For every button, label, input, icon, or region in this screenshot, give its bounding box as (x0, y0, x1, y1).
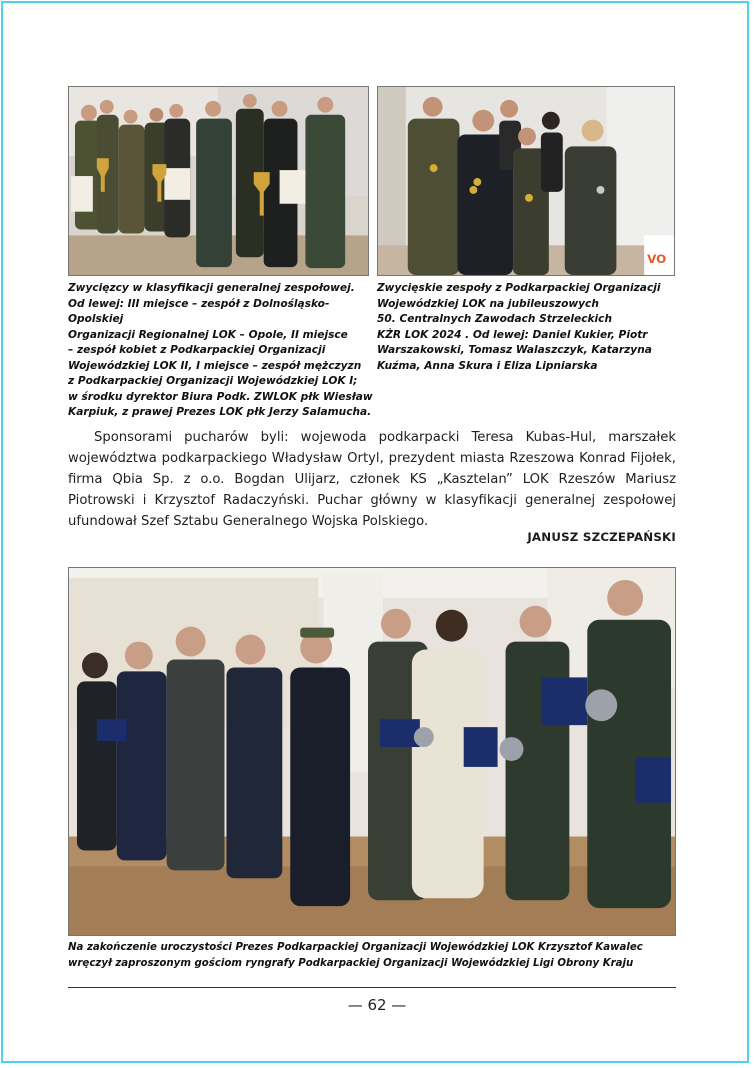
caption-ceremony (68, 940, 678, 971)
caption-line: Od lewej: III miejsce – zespół z Dolnośląsko-Opolskiej (68, 297, 330, 325)
caption-podkarpacie-teams (377, 281, 677, 374)
caption-line: 50. Centralnych Zawodach Strzeleckich (377, 313, 612, 325)
caption-line: w środku dyrektor Biura Podk. ZWLOK płk Wiesław (68, 390, 373, 403)
caption-line: Warszakowski, Tomasz Walaszczyk, Katarzyna (377, 344, 652, 356)
footer-divider (68, 987, 676, 988)
article-paragraph: Sponsorami pucharów byli: wojewoda podkarpacki Teresa Kubas-Hul, marszałek województwa podkarpackiego Władysław Ortyl, prezydent miasta Rzeszowa Konrad Fijołek, firma Qbia Sp. z o.o. Bogdan Ulijarz, członek KS „Kasztelan” LOK Rzeszów Mariusz Piotrowski i Krzysztof Radaczyński. Puchar główny w klasyfikacji generalnej zespołowej ufundował Szef Sztabu Generalnego Wojska Polskiego. (68, 430, 676, 529)
photo-podkarpacie-teams (377, 86, 675, 276)
page-number: — 62 — (347, 996, 407, 1014)
caption-line: Zwycięskie zespoły z Podkarpackiej Organizacji (377, 282, 661, 294)
photo-ceremony-ryngrafy (68, 567, 676, 936)
banner-text: VO (647, 252, 667, 267)
article-author: JANUSZ SZCZEPAŃSKI (527, 530, 676, 544)
caption-line: Karpiuk, z prawej Prezes LOK płk Jerzy Salamucha. (68, 406, 372, 418)
caption-line: Zwycięzcy w klasyfikacji generalnej zespołowej. (68, 282, 355, 294)
caption-line: wręczył zaproszonym gościom ryngrafy Podkarpackiej Organizacji Wojewódzkiej Ligi Obrony Kraju (68, 957, 634, 969)
caption-line: KŻR LOK 2024 . Od lewej: Daniel Kukier, Piotr (377, 328, 648, 341)
caption-line: – zespół kobiet z Podkarpackiej Organizacji (68, 344, 326, 356)
caption-line: Wojewódzkiej LOK II, I miejsce – zespół mężczyzn (68, 359, 362, 372)
caption-line: Wojewódzkiej LOK na jubileuszowych (377, 297, 599, 310)
caption-line: z Podkarpackiej Organizacji Wojewódzkiej LOK I; (68, 375, 358, 387)
caption-line: Organizacji Regionalnej LOK – Opole, II miejsce (68, 328, 348, 341)
caption-winners-general (68, 281, 373, 421)
photo-winners-general-classification (68, 86, 369, 276)
caption-line: Na zakończenie uroczystości Prezes Podkarpackiej Organizacji Wojewódzkiej LOK Krzysztof Kawalec (68, 942, 643, 953)
caption-line: Kuźma, Anna Skura i Eliza Lipniarska (377, 359, 598, 372)
